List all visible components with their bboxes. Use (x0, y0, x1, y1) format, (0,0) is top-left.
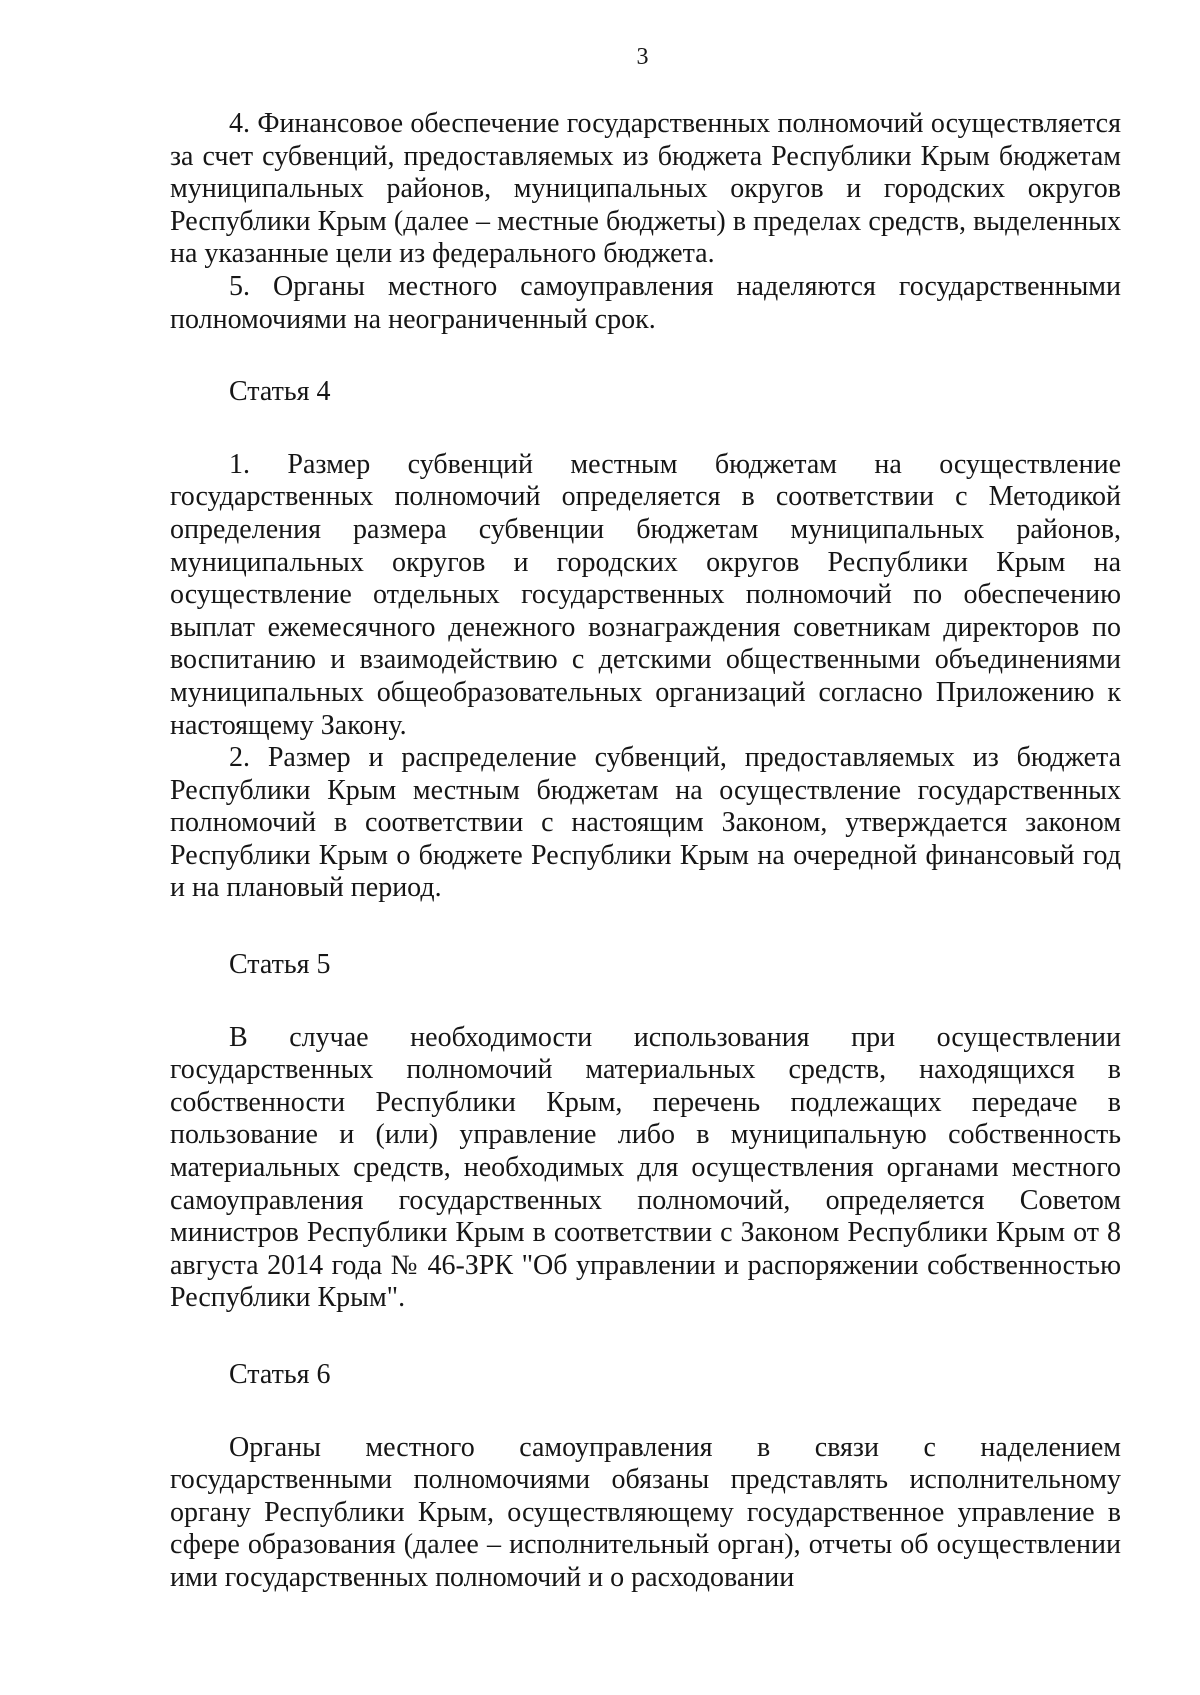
article-5-paragraph-1: В случае необходимости использования при осуществлении государственных полномочий материальных средств, находящихся в собственности Республики Крым, перечень подлежащих передаче в пользование и (или) управление либо в муниципальную собственность материальных средств, необходимых для осуществления органами местного самоуправления государственных полномочий, определяется Советом министров Республики Крым в соответствии с Законом Республики Крым от 8 августа 2014 года № 46-ЗРК "Об управлении и распоряжении собственностью Республики Крым". (170, 1021, 1121, 1314)
article-5-heading: Статья 5 (229, 949, 331, 981)
paragraph-4-financing: 4. Финансовое обеспечение государственных полномочий осуществляется за счет субвенций, предоставляемых из бюджета Республики Крым бюджетам муниципальных районов, муниципальных округов и городских округов Республики Крым (далее – местные бюджеты) в пределах средств, выделенных на указанные цели из федерального бюджета. (170, 108, 1121, 270)
article-4-paragraph-2: 2. Размер и распределение субвенций, предоставляемых из бюджета Республики Крым местным бюджетам на осуществление государственных полномочий в соответствии с настоящим Законом, утверждается законом Республики Крым о бюджете Республики Крым на очередной финансовый год и на плановый период. (170, 742, 1121, 904)
article-4-heading: Статья 4 (229, 376, 331, 408)
page-number: 3 (636, 44, 649, 70)
paragraph-5-term: 5. Органы местного самоуправления наделяются государственными полномочиями на неограниченный срок. (170, 270, 1121, 335)
article-4-paragraph-1: 1. Размер субвенций местным бюджетам на осуществление государственных полномочий определяется в соответствии с Методикой определения размера субвенции бюджетам муниципальных районов, муниципальных округов и городских округов Республики Крым на осуществление отдельных государственных полномочий по обеспечению выплат ежемесячного денежного вознаграждения советникам директоров по воспитанию и взаимодействию с детскими общественными объединениями муниципальных общеобразовательных организаций согласно Приложению к настоящему Закону. (170, 448, 1121, 741)
article-6-paragraph-1: Органы местного самоуправления в связи с наделением государственными полномочиями обязаны представлять исполнительному органу Республики Крым, осуществляющему государственное управление в сфере образования (далее – исполнительный орган), отчеты об осуществлении ими государственных полномочий и о расходовании (170, 1431, 1121, 1593)
document-body (170, 108, 1121, 1595)
article-6-heading: Статья 6 (229, 1359, 331, 1390)
